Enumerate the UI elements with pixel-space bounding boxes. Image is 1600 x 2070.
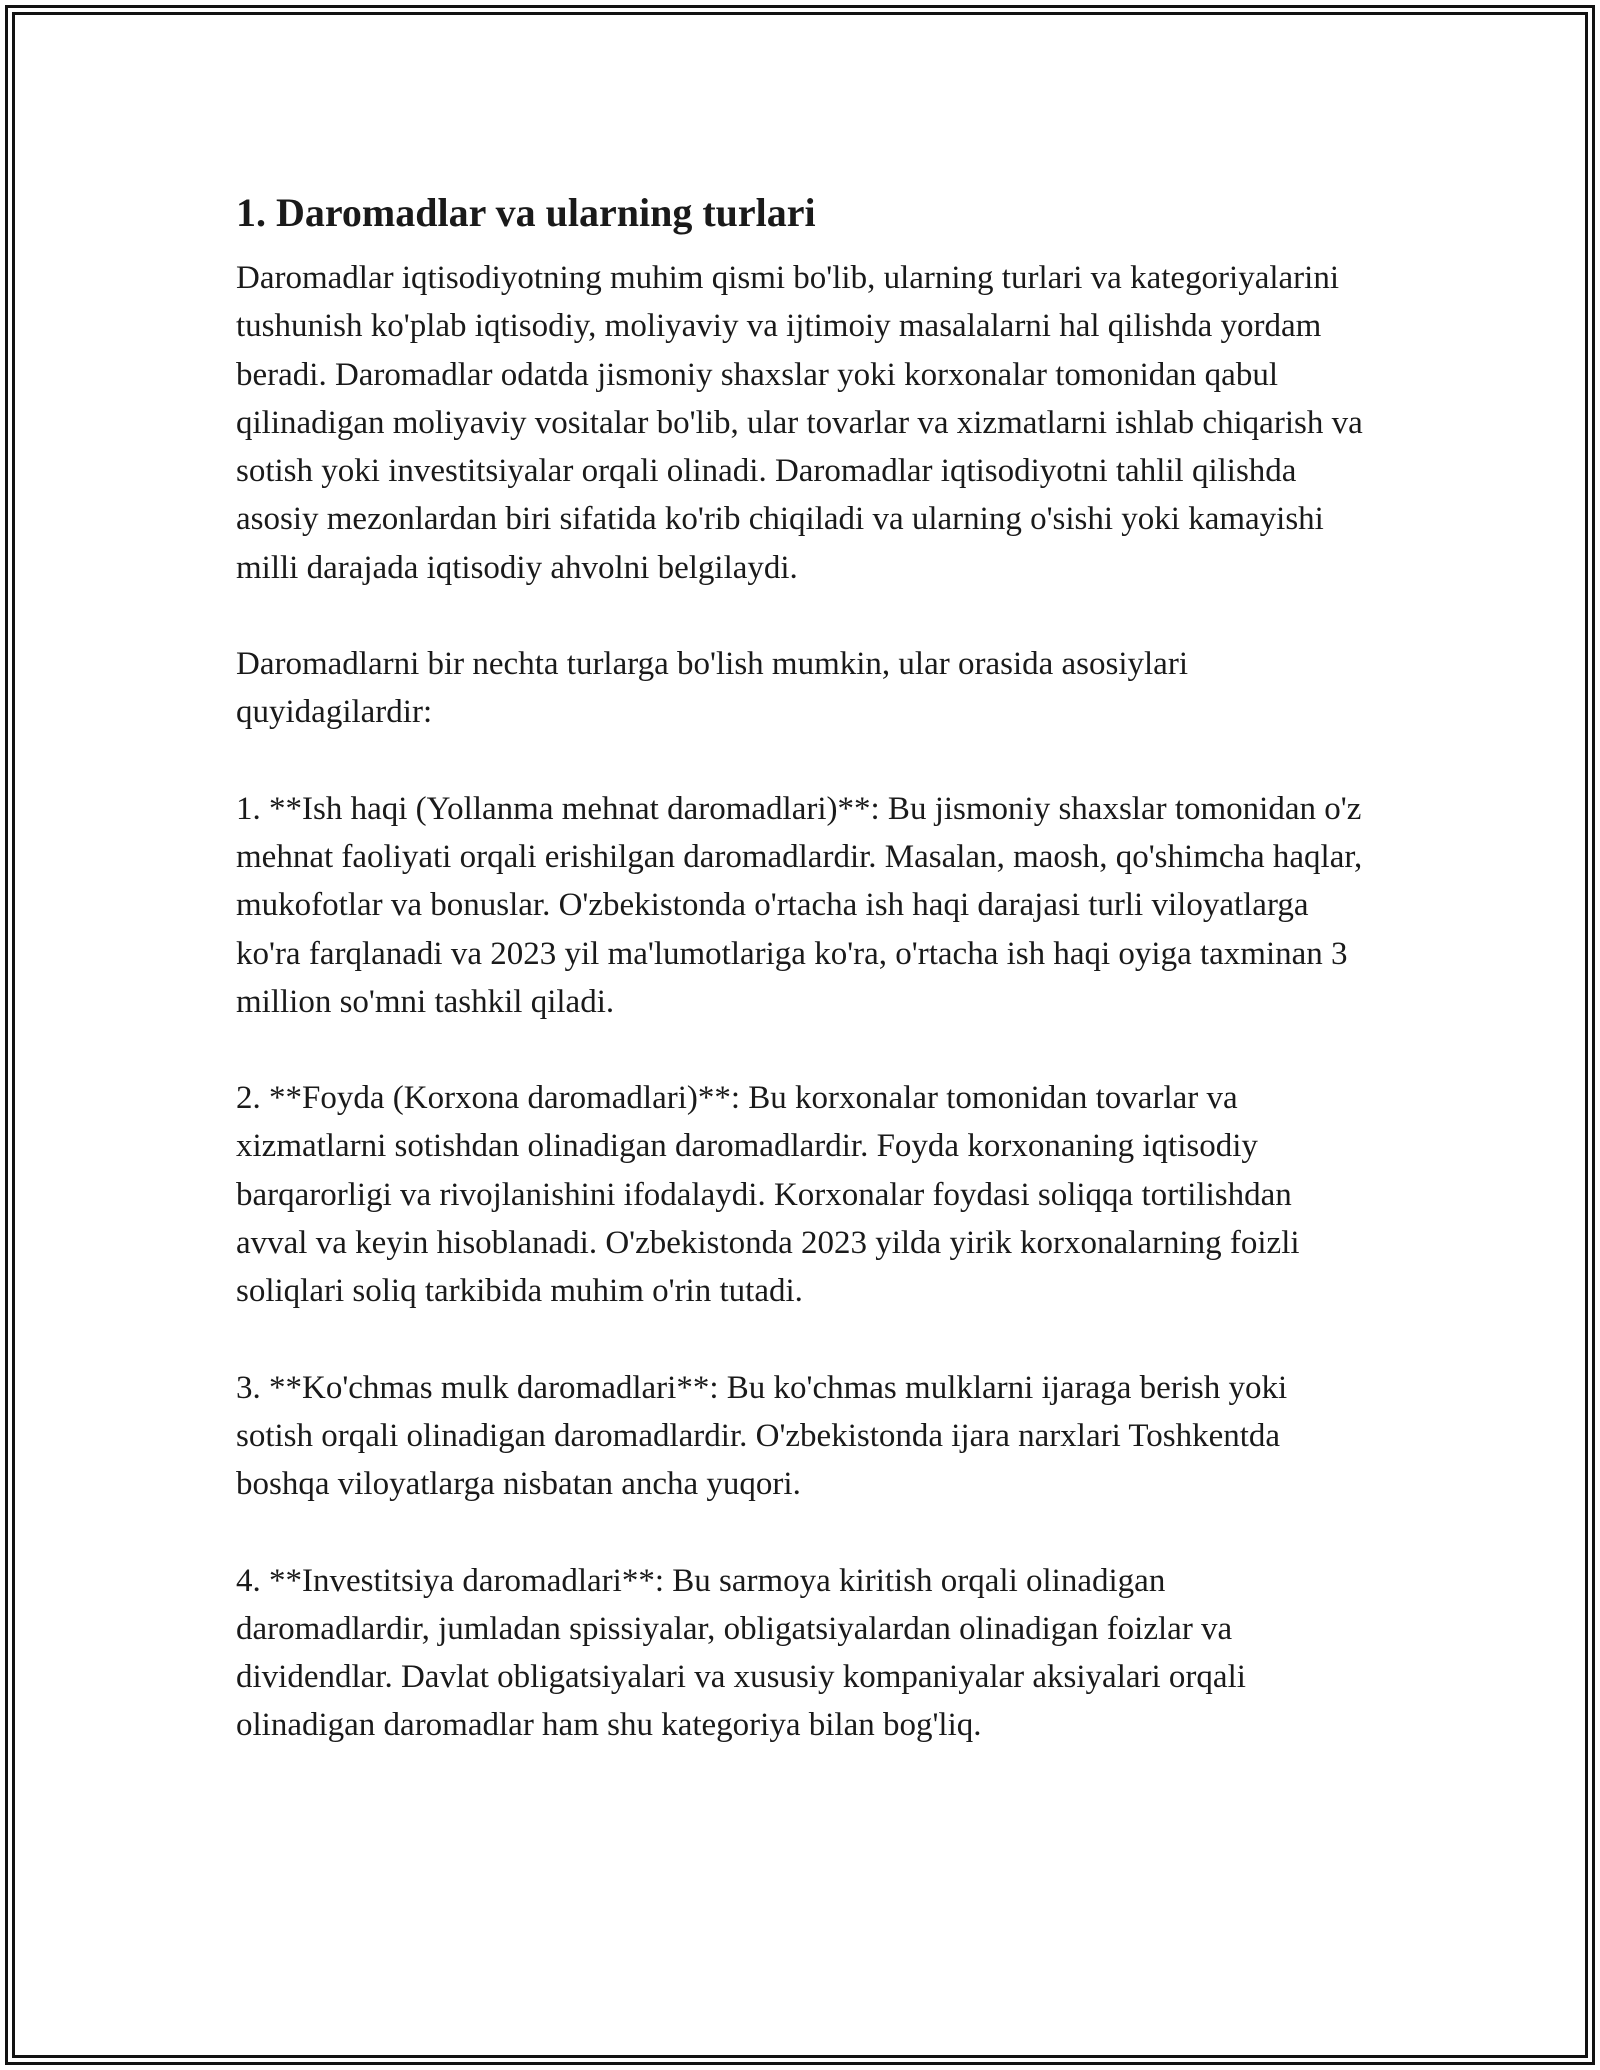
document-title: 1. Daromadlar va ularning turlari xyxy=(236,190,816,235)
paragraph-item-investment: 4. **Investitsiya daromadlari**: Bu sarmoya kiritish orqali olinadigan daromadlardir, jumladan spissiyalar, obligatsiyalardan olinadigan foizlar va dividendlar. Davlat obligatsiyalari va xususiy kompaniyalar aksiyalari orqali olinadigan daromadlar ham shu kategoriya bilan bog'liq. xyxy=(236,1562,1246,1744)
paragraph-item-real-estate: 3. **Ko'chmas mulk daromadlari**: Bu ko'chmas mulklarni ijaraga berish yoki sotish orqali olinadigan daromadlardir. O'zbekistonda ijara narxlari Toshkentda boshqa viloyatlarga nisbatan ancha yuqori. xyxy=(236,1369,1288,1503)
paragraph-item-profit: 2. **Foyda (Korxona daromadlari)**: Bu korxonalar tomonidan tovarlar va xizmatlarni sotishdan olinadigan daromadlardir. Foyda korxonaning iqtisodiy barqarorligi va rivojlanishini ifodalaydi. Korxonalar foydasi soliqqa tortilishdan avval va keyin hisoblanadi. O'zbekistonda 2023 yilda yirik korxonalarning foizli soliqlari soliq tarkibida muhim o'rin tutadi. xyxy=(236,1080,1300,1310)
document-body xyxy=(236,186,1366,1798)
paragraph-intro: Daromadlar iqtisodiyotning muhim qismi bo'lib, ularning turlari va kategoriyalarini tushunish ko'plab iqtisodiy, moliyaviy va ijtimoiy masalalarni hal qilishda yordam beradi. Daromadlar odatda jismoniy shaxslar yoki korxonalar tomonidan qabul qilinadigan moliyaviy vositalar bo'lib, ular tovarlar va xizmatlarni ishlab chiqarish va sotish yoki investitsiyalar orqali olinadi. Daromadlar iqtisodiyotni tahlil qilishda asosiy mezonlardan biri sifatida ko'rib chiqiladi va ularning o'sishi yoki kamayishi milli darajada iqtisodiy ahvolni belgilaydi. xyxy=(236,260,1363,586)
paragraph-item-wages: 1. **Ish haqi (Yollanma mehnat daromadlari)**: Bu jismoniy shaxslar tomonidan o'z mehnat faoliyati orqali erishilgan daromadlardir. Masalan, maosh, qo'shimcha haqlar, mukofotlar va bonuslar. O'zbekistonda o'rtacha ish haqi darajasi turli viloyatlarga ko'ra farqlanadi va 2023 yil ma'lumotlariga ko'ra, o'rtacha ish haqi oyiga taxminan 3 million so'mni tashkil qiladi. xyxy=(236,790,1363,1020)
paragraph-types-intro: Daromadlarni bir nechta turlarga bo'lish mumkin, ular orasida asosiylari quyidagilardir: xyxy=(236,646,1188,731)
